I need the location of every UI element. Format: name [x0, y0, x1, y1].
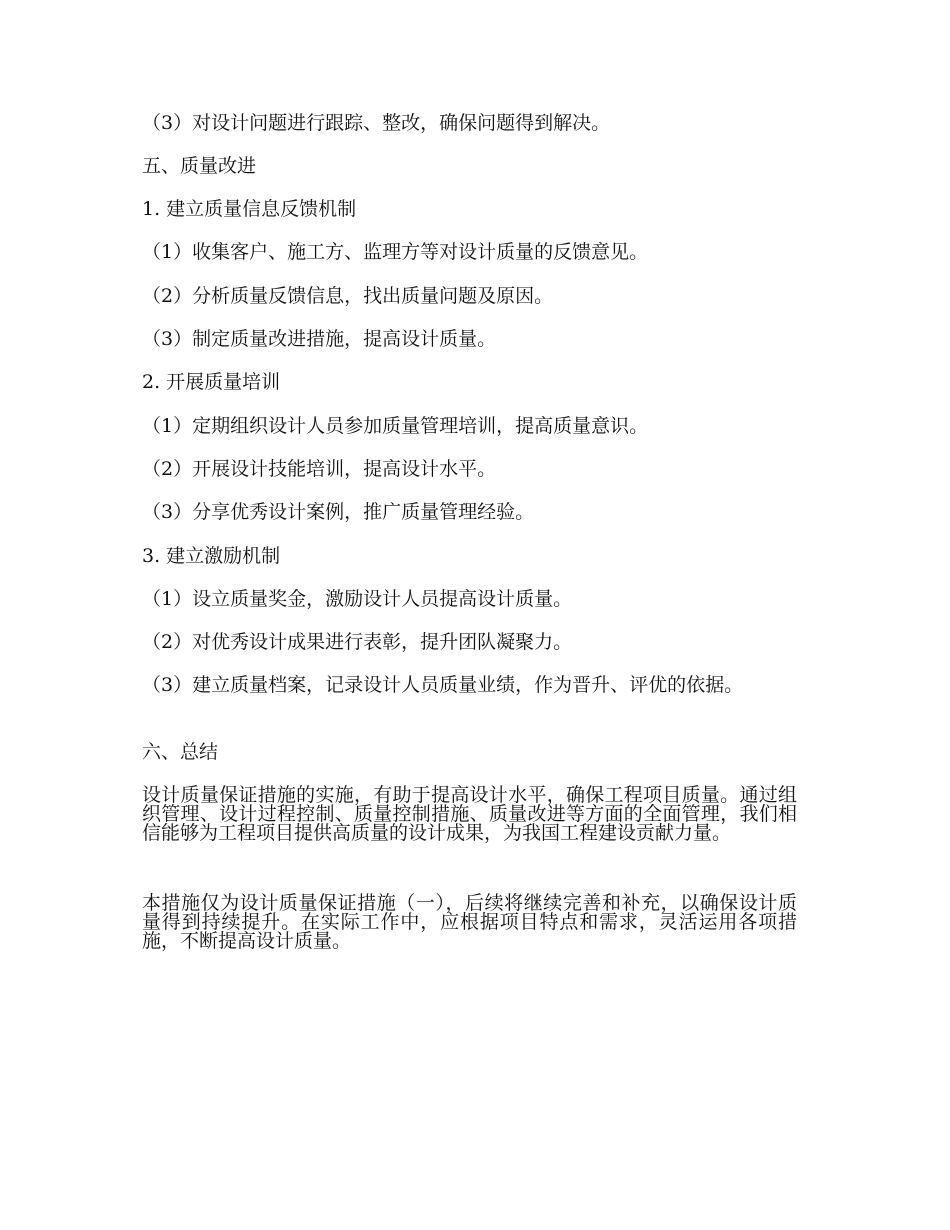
item-improvement-measures: （3）制定质量改进措施，提高设计质量。 — [142, 328, 497, 350]
item-quality-bonus: （1）设立质量奖金，激励设计人员提高设计质量。 — [142, 588, 573, 610]
item-analyze-feedback: （2）分析质量反馈信息，找出质量问题及原因。 — [142, 285, 554, 307]
item-track-rectify: （3）对设计问题进行跟踪、整改，确保问题得到解决。 — [142, 112, 611, 134]
subheading-quality-training: 2. 开展质量培训 — [142, 371, 281, 393]
item-regular-training: （1）定期组织设计人员参加质量管理培训，提高质量意识。 — [142, 415, 649, 437]
section-heading-summary: 六、总结 — [142, 741, 219, 763]
subheading-incentive-mechanism: 3. 建立激励机制 — [142, 545, 281, 567]
summary-paragraph: 设计质量保证措施的实施，有助于提高设计水平，确保工程项目质量。通过组织管理、设计过程控制、质量控制措施、质量改进等方面的全面管理，我们相信能够为工程项目提供高质量的设计成果，为我国工程建设贡献力量。 — [142, 784, 797, 844]
item-share-cases: （3）分享优秀设计案例，推广质量管理经验。 — [142, 501, 535, 523]
section-heading-quality-improvement: 五、质量改进 — [142, 155, 257, 177]
item-commendation: （2）对优秀设计成果进行表彰，提升团队凝聚力。 — [142, 631, 573, 653]
subheading-feedback-mechanism: 1. 建立质量信息反馈机制 — [142, 198, 357, 220]
item-skill-training: （2）开展设计技能培训，提高设计水平。 — [142, 458, 497, 480]
item-quality-archive: （3）建立质量档案，记录设计人员质量业绩，作为晋升、评优的依据。 — [142, 674, 744, 696]
closing-paragraph: 本措施仅为设计质量保证措施（一），后续将继续完善和补充，以确保设计质量得到持续提升。在实际工作中，应根据项目特点和需求，灵活运用各项措施，不断提高设计质量。 — [142, 892, 797, 952]
item-collect-feedback: （1）收集客户、施工方、监理方等对设计质量的反馈意见。 — [142, 241, 649, 263]
